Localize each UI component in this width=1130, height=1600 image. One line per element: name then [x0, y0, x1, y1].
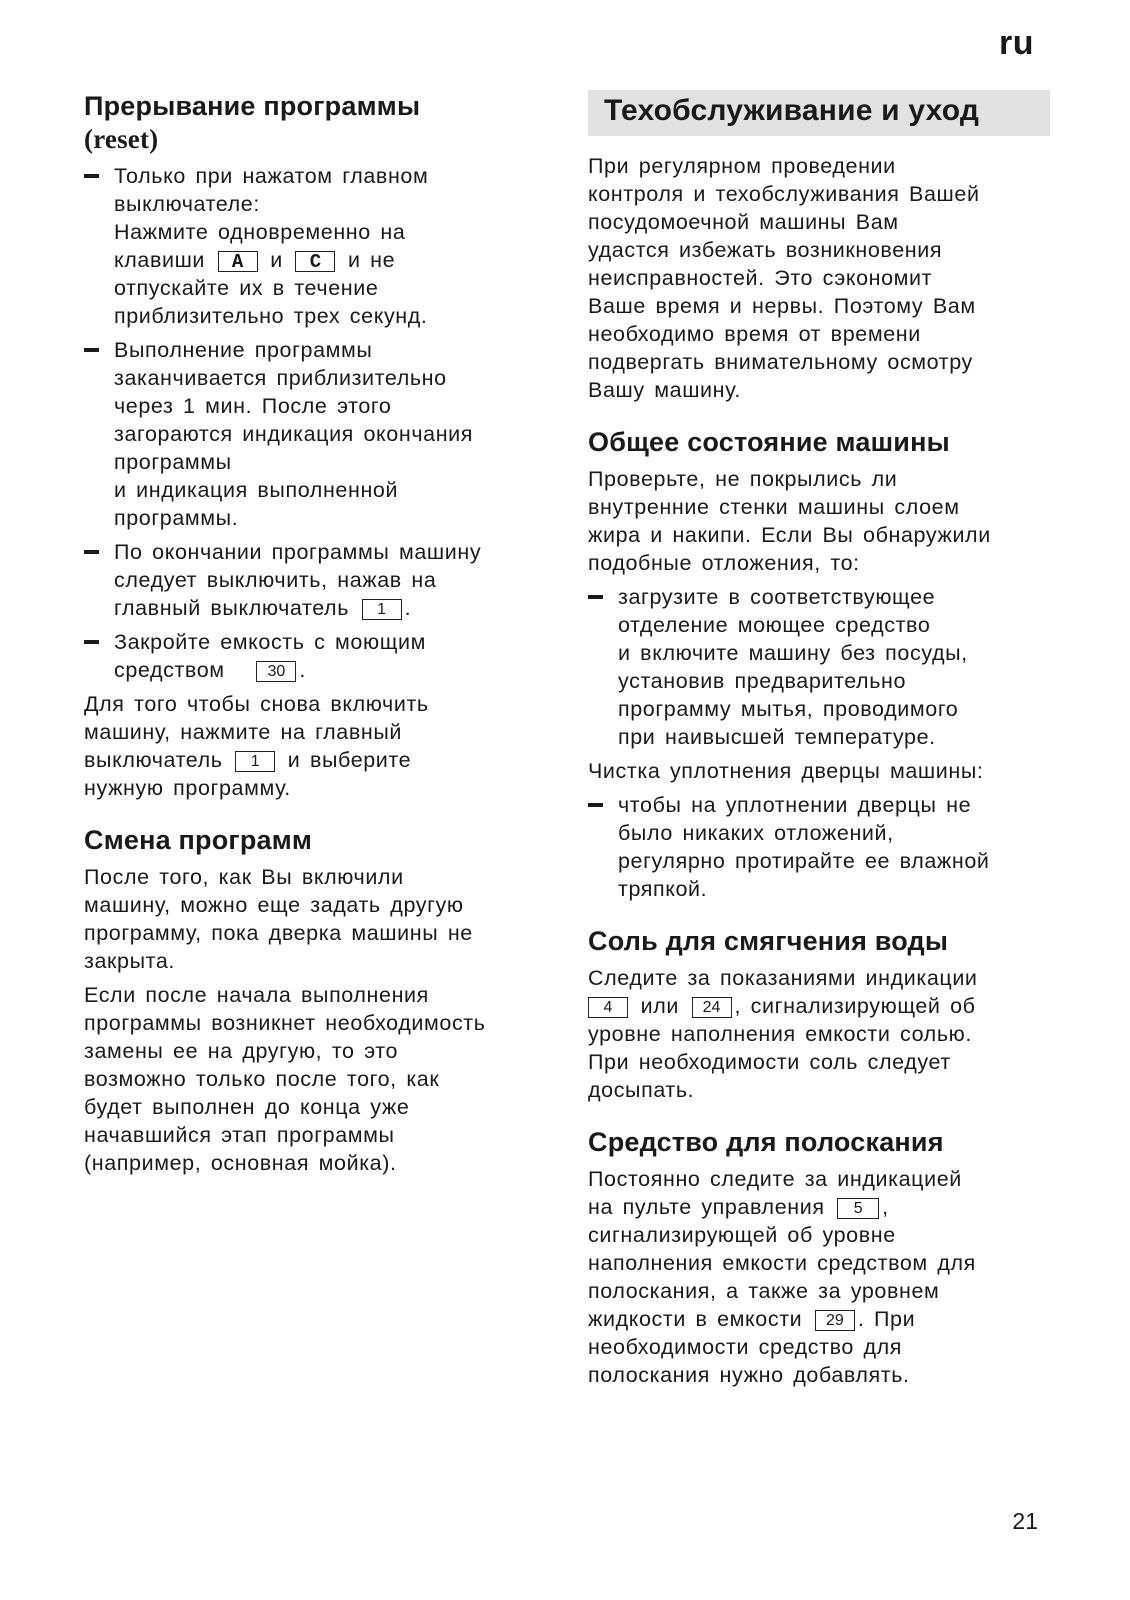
dash-bullet: [84, 348, 99, 352]
change-paragraph-2: [84, 981, 548, 1177]
text-line: наполнения емкости средством для: [588, 1251, 976, 1275]
text-line: посудомоечной машины Вам: [588, 210, 899, 234]
text-line: [588, 1193, 1050, 1221]
text-span: или: [640, 994, 679, 1018]
text-span: выключатель: [84, 748, 223, 772]
text-span: жидкости в емкости: [588, 1307, 803, 1331]
text-line: [114, 594, 548, 622]
text-line: Нажмите одновременно на: [114, 220, 406, 244]
text-span: и: [270, 248, 283, 272]
rinse-container-ref-box: 29: [815, 1310, 855, 1331]
text-line: и индикация выполненной: [114, 478, 399, 502]
text-line: Если после начала выполнения: [84, 983, 429, 1007]
left-column: [84, 90, 548, 1177]
rinse-aid-heading: Средство для полоскания: [588, 1127, 944, 1157]
text-line: полоскания, а также за уровнем: [588, 1279, 940, 1303]
text-line: После того, как Вы включили: [84, 865, 404, 889]
page-number: 21: [1012, 1508, 1038, 1534]
language-code: ru: [999, 24, 1034, 62]
text-span: на пульте управления: [588, 1195, 825, 1219]
text-line: тряпкой.: [618, 877, 708, 901]
text-line: программу, пока дверка машины не: [84, 921, 473, 945]
general-condition-heading: Общее состояние машины: [588, 427, 950, 457]
text-span: клавиши: [114, 248, 206, 272]
text-line: чтобы на уплотнении дверцы не: [618, 793, 972, 817]
text-line: возможно только после того, как: [84, 1067, 440, 1091]
dash-bullet: [588, 595, 603, 599]
text-line: закрыта.: [84, 949, 175, 973]
text-line: необходимости средство для: [588, 1335, 903, 1359]
text-span: , сигнализирующей об: [734, 994, 976, 1018]
text-span: и не: [347, 248, 396, 272]
text-line: [588, 1305, 1050, 1333]
main-switch-ref-box: 1: [362, 599, 402, 620]
list-item: [84, 336, 548, 532]
text-line: Следите за показаниями индикации: [588, 966, 978, 990]
text-line: было никаких отложений,: [618, 821, 894, 845]
text-line: машину, нажмите на главный: [84, 720, 402, 744]
text-line: Вашу машину.: [588, 378, 741, 402]
text-line: и включите машину без посуды,: [618, 641, 968, 665]
text-line: замены ее на другую, то это: [84, 1039, 399, 1063]
text-line: необходимо время от времени: [588, 322, 921, 346]
list-item: [588, 583, 1050, 751]
text-line: отпускайте их в течение: [114, 276, 379, 300]
right-column: [588, 90, 1050, 1389]
text-line: Проверьте, не покрылись ли: [588, 467, 898, 491]
text-line: Для того чтобы снова включить: [84, 692, 429, 716]
salt-heading: Соль для смягчения воды: [588, 926, 949, 956]
reset-heading-text: Прерывание программы: [84, 91, 421, 121]
list-item: [588, 791, 1050, 903]
key-a-symbol: A: [218, 251, 258, 272]
main-switch-ref-box: 1: [235, 751, 275, 772]
text-line: Закройте емкость с моющим: [114, 630, 426, 654]
text-line: [588, 992, 1050, 1020]
text-line: удастся избежать возникновения: [588, 238, 943, 262]
list-item: [84, 628, 548, 684]
reset-heading: [84, 90, 548, 156]
dash-bullet: [84, 550, 99, 554]
dash-bullet: [588, 803, 603, 807]
text-line: При необходимости соль следует: [588, 1050, 951, 1074]
salt-container-ref-box: 24: [692, 997, 732, 1018]
text-line: внутренние стенки машины слоем: [588, 495, 960, 519]
reset-steps-list: [84, 162, 548, 684]
text-span: ,: [882, 1195, 889, 1219]
text-line: нужную программу.: [84, 776, 291, 800]
text-line: жира и накипи. Если Вы обнаружили: [588, 523, 991, 547]
text-span: . При: [857, 1307, 916, 1331]
text-line: Только при нажатом главном: [114, 164, 429, 188]
dash-bullet: [84, 640, 99, 644]
text-line: программы возникнет необходимость: [84, 1011, 486, 1035]
text-line: программу мытья, проводимого: [618, 697, 959, 721]
text-line: [114, 656, 548, 684]
detergent-ref-box: 30: [256, 661, 296, 682]
text-line: установив предварительно: [618, 669, 907, 693]
text-line: полоскания нужно добавлять.: [588, 1363, 910, 1387]
text-line: По окончании программы машину: [114, 540, 482, 564]
text-line: заканчивается приблизительно: [114, 366, 447, 390]
reset-heading-paren: (reset): [84, 124, 159, 154]
text-span: главный выключатель: [114, 596, 350, 620]
text-line: через 1 мин. После этого: [114, 394, 392, 418]
text-line: Ваше время и нервы. Поэтому Вам: [588, 294, 976, 318]
text-line: будет выполнен до конца уже: [84, 1095, 410, 1119]
text-line: подвергать внимательному осмотру: [588, 350, 973, 374]
dash-bullet: [84, 174, 99, 178]
text-line: (например, основная мойка).: [84, 1151, 397, 1175]
rinse-aid-paragraph: [588, 1165, 1050, 1389]
text-line: регулярно протирайте ее влажной: [618, 849, 990, 873]
text-line: неисправностей. Это сэкономит: [588, 266, 933, 290]
text-span: средством: [114, 658, 225, 682]
key-c-symbol: C: [295, 251, 335, 272]
general-condition-list: [588, 583, 1050, 751]
list-item: [84, 162, 548, 330]
salt-indicator-ref-box: 4: [588, 997, 628, 1018]
text-span: .: [299, 658, 306, 682]
text-line: загораются индикация окончания: [114, 422, 474, 446]
text-line: программы: [114, 450, 232, 474]
text-line: [84, 746, 548, 774]
rinse-indicator-ref-box: 5: [837, 1198, 879, 1219]
door-seal-list: [588, 791, 1050, 903]
text-line: Постоянно следите за индикацией: [588, 1167, 962, 1191]
restart-paragraph: [84, 690, 548, 802]
text-line: контроля и техобслуживания Вашей: [588, 182, 980, 206]
salt-paragraph: [588, 964, 1050, 1104]
text-span: .: [404, 596, 412, 620]
text-line: Выполнение программы: [114, 338, 373, 362]
text-span: и выберите: [287, 748, 412, 772]
change-heading: Смена программ: [84, 825, 313, 855]
text-line: приблизительно трех секунд.: [114, 304, 428, 328]
change-paragraph-1: [84, 863, 548, 975]
text-line: При регулярном проведении: [588, 154, 896, 178]
text-line: досыпать.: [588, 1078, 695, 1102]
text-line: загрузите в соответствующее: [618, 585, 936, 609]
text-line: программы.: [114, 506, 239, 530]
maintenance-intro: [588, 152, 1050, 404]
text-line: выключателе:: [114, 192, 260, 216]
text-line: при наивысшей температуре.: [618, 725, 936, 749]
text-line: сигнализирующей об уровне: [588, 1223, 896, 1247]
text-line: отделение моющее средство: [618, 613, 931, 637]
text-line: уровне наполнения емкости солью.: [588, 1022, 972, 1046]
maintenance-banner: Техобслуживание и уход: [588, 90, 1050, 136]
text-line: подобные отложения, то:: [588, 551, 860, 575]
general-condition-paragraph: [588, 465, 1050, 577]
text-line: машину, можно еще задать другую: [84, 893, 464, 917]
text-line: [114, 246, 548, 274]
door-seal-intro: Чистка уплотнения дверцы машины:: [588, 759, 984, 783]
list-item: [84, 538, 548, 622]
text-line: начавшийся этап программы: [84, 1123, 395, 1147]
text-line: следует выключить, нажав на: [114, 568, 437, 592]
